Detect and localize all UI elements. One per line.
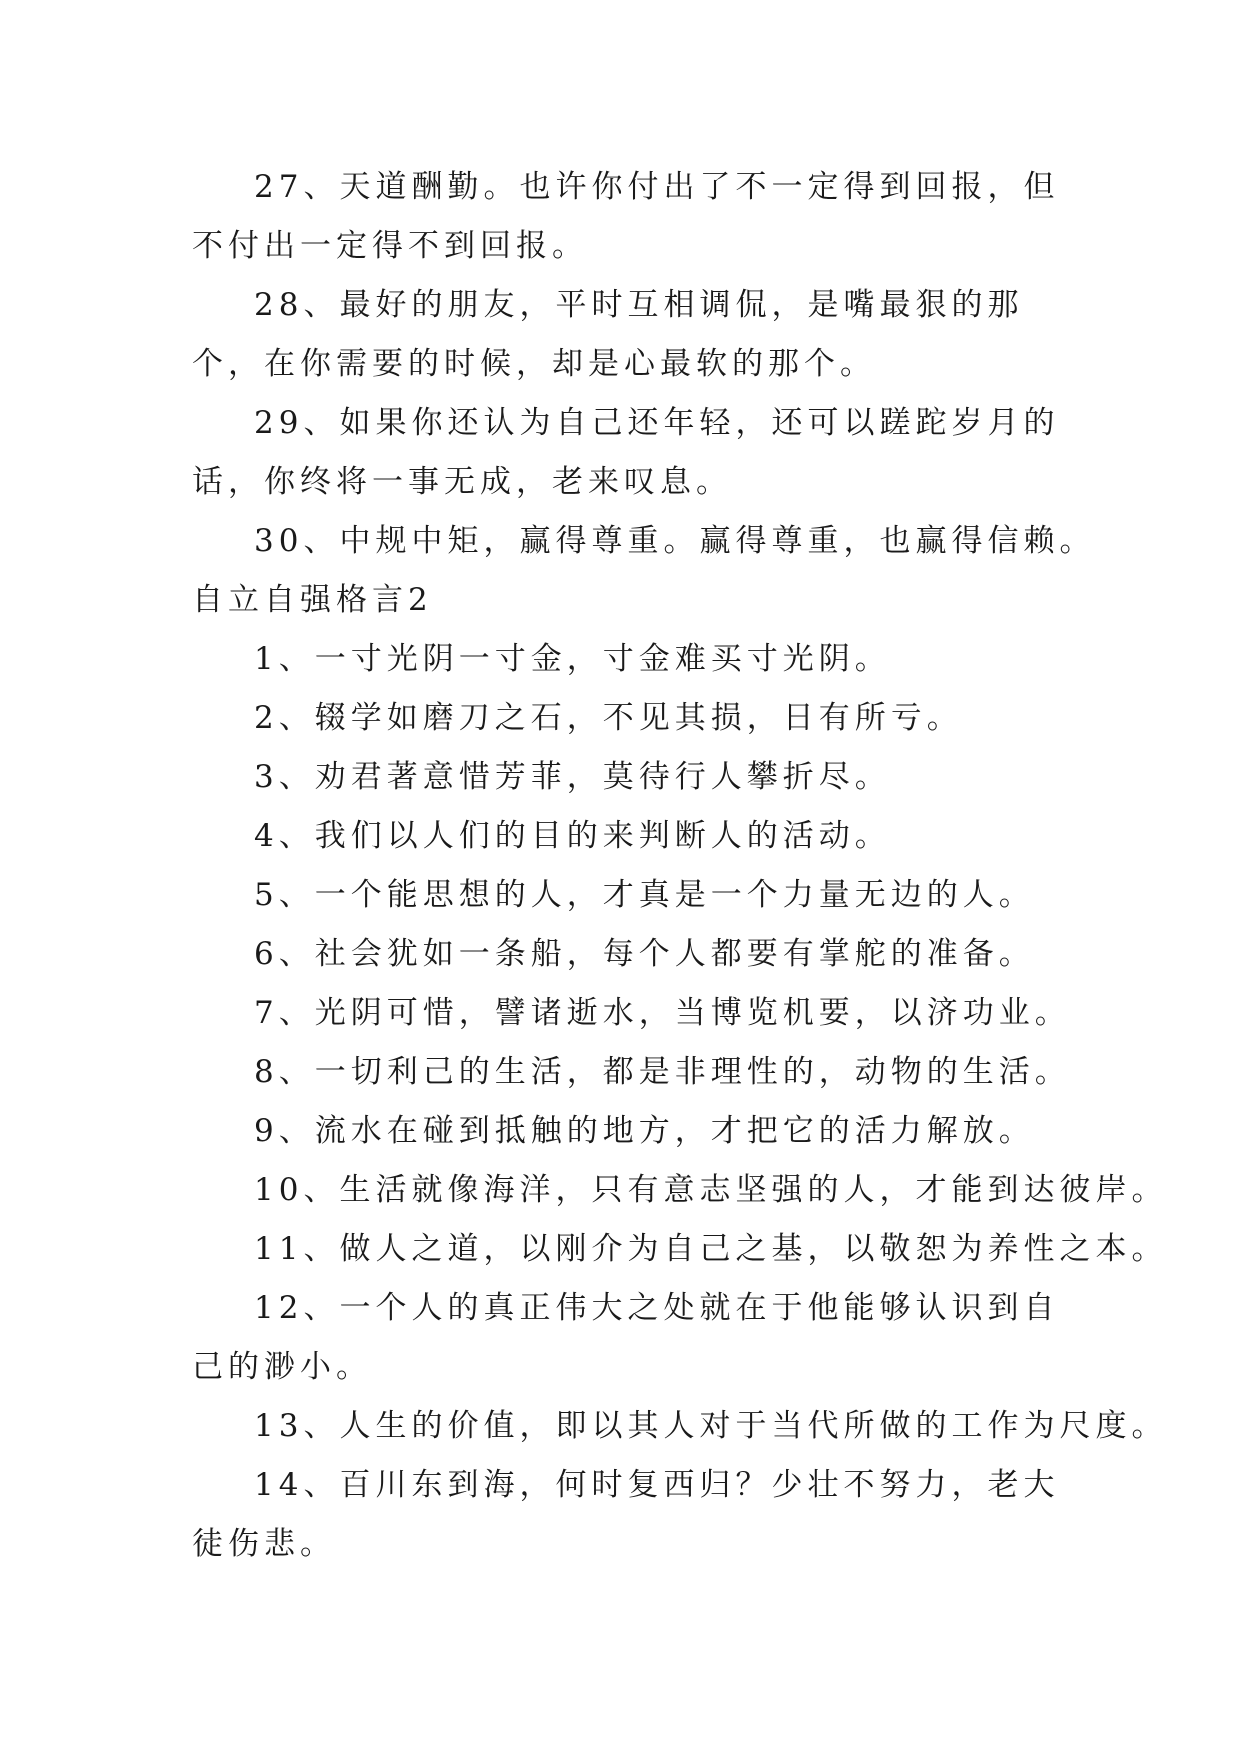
list-item-9: 9、流水在碰到抵触的地方，才把它的活力解放。 bbox=[254, 1113, 1035, 1149]
list-item-11: 11、做人之道，以刚介为自己之基，以敬恕为养性之本。 bbox=[254, 1231, 1168, 1267]
paragraph-27: 27、天道酬勤。也许你付出了不一定得到回报，但不付出一定得不到回报。 bbox=[192, 169, 1060, 264]
list-item-1: 1、一寸光阴一寸金，寸金难买寸光阴。 bbox=[254, 641, 891, 677]
list-item-3: 3、劝君著意惜芳菲，莫待行人攀折尽。 bbox=[254, 759, 891, 795]
section-title: 自立自强格言2 bbox=[192, 582, 433, 618]
list-item-6: 6、社会犹如一条船，每个人都要有掌舵的准备。 bbox=[254, 936, 1035, 972]
list-item-13: 13、人生的价值，即以其人对于当代所做的工作为尺度。 bbox=[254, 1408, 1168, 1444]
paragraph-29: 29、如果你还认为自己还年轻，还可以蹉跎岁月的话，你终将一事无成，老来叹息。 bbox=[192, 405, 1060, 500]
paragraph-28: 28、最好的朋友，平时互相调侃，是嘴最狠的那个，在你需要的时候，却是心最软的那个。 bbox=[192, 287, 1024, 382]
list-item-12: 12、一个人的真正伟大之处就在于他能够认识到自己的渺小。 bbox=[192, 1290, 1060, 1385]
list-item-10: 10、生活就像海洋，只有意志坚强的人，才能到达彼岸。 bbox=[254, 1172, 1168, 1208]
list-item-14: 14、百川东到海，何时复西归？少壮不努力，老大徒伤悲。 bbox=[192, 1467, 1060, 1562]
list-item-2: 2、辍学如磨刀之石，不见其损，日有所亏。 bbox=[254, 700, 963, 736]
document-body bbox=[192, 158, 1168, 1574]
paragraph-30: 30、中规中矩，赢得尊重。赢得尊重，也赢得信赖。 bbox=[254, 523, 1096, 559]
list-item-4: 4、我们以人们的目的来判断人的活动。 bbox=[254, 818, 891, 854]
list-item-7: 7、光阴可惜，譬诸逝水，当博览机要，以济功业。 bbox=[254, 995, 1071, 1031]
list-item-5: 5、一个能思想的人，才真是一个力量无边的人。 bbox=[254, 877, 1035, 913]
list-item-8: 8、一切利己的生活，都是非理性的，动物的生活。 bbox=[254, 1054, 1071, 1090]
